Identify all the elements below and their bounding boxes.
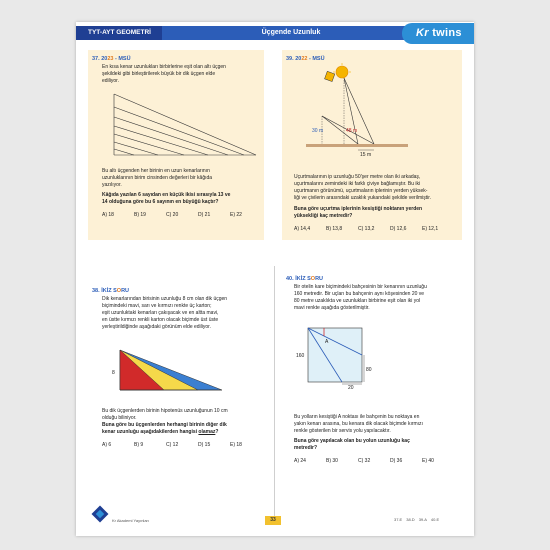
question-40-number: 40. İKİZ SORU: [286, 276, 324, 282]
option-a[interactable]: A) 14,4: [294, 226, 311, 232]
column-divider: [274, 266, 275, 516]
option-c[interactable]: C) 32: [358, 458, 371, 464]
question-40-body: Bu yolların kesiştiği A noktası ile bahçenin bu noktaya en yakın kenarı arasına, bu kenara dik olacak biçimde kırmızı renkle gösterilen bir servis yolu yapılacaktır.: [294, 414, 423, 434]
answer-39: 39.A: [418, 517, 427, 522]
option-c[interactable]: C) 13,2: [358, 226, 375, 232]
label-48m: 48 m: [346, 128, 358, 134]
option-a[interactable]: A) 6: [102, 442, 112, 448]
label-a: A: [325, 339, 329, 345]
question-37-number: 37. 2023 - MSÜ: [92, 56, 131, 62]
option-d[interactable]: D) 12,6: [390, 226, 407, 232]
option-d[interactable]: D) 15: [198, 442, 211, 448]
option-a[interactable]: A) 24: [294, 458, 306, 464]
sun-icon: [336, 66, 348, 78]
answer-38: 38.D: [406, 517, 415, 522]
question-37-body: Bu altı üçgenden her birinin en uzun kenarlarının uzunluklarının birim cinsinden değerleri bir kâğıda yazılıyor.: [102, 168, 213, 188]
question-38-question: Buna göre bu üçgenlerden herhangi birinin diğer dik kenar uzunluğu aşağıdakilerden hangisi olamaz?: [102, 422, 227, 435]
question-39-question: Buna göre uçurtma iplerinin kesiştiği noktanın yerden yüksekliği kaç metredir?: [294, 206, 423, 219]
brand-logo: Kr twins: [402, 23, 474, 44]
option-b[interactable]: B) 9: [134, 442, 144, 448]
option-b[interactable]: B) 30: [326, 458, 338, 464]
question-39-figure: [288, 64, 448, 158]
label-80: 80: [366, 367, 372, 373]
option-c[interactable]: C) 20: [166, 212, 179, 218]
question-40-figure: [294, 324, 384, 390]
topic-title: Üçgende Uzunluk: [162, 26, 420, 40]
label-30m: 30 m: [312, 128, 324, 134]
question-38-number: 38. İKİZ SORU: [92, 288, 130, 294]
option-b[interactable]: B) 19: [134, 212, 146, 218]
question-38-body: Bu dik üçgenlerden birinin hipotenüs uzunluğunun 10 cm olduğu biliniyor.: [102, 408, 228, 421]
page-number: 33: [265, 516, 281, 525]
option-d[interactable]: D) 36: [390, 458, 403, 464]
question-39-body: Uçurtmalarının ip uzunluğu 50'şer metre olan iki arkadaş, uçurtmalarını zemindeki iki farklı çiviye bağlamıştır. Bu iki uçurtmanın görünümü, uçurtmaların iplerinin yerden yüksek- liği ve çivilerin arasındaki uzaklık yukarıdaki şekilde verilmiştir.: [294, 174, 431, 201]
question-37-figure: [112, 92, 262, 158]
question-38-figure: [112, 346, 230, 396]
label-160: 160: [296, 353, 305, 359]
course-label: TYT-AYT GEOMETRİ: [76, 26, 162, 40]
question-39-options: [294, 226, 454, 232]
option-e[interactable]: E) 40: [422, 458, 434, 464]
label-20: 20: [348, 385, 354, 391]
option-d[interactable]: D) 21: [198, 212, 211, 218]
question-40-intro: Bir otelin kare biçimindeki bahçesinin bir kenarının uzunluğu 160 metredir. Bir uçları bu bahçenin aynı köşesinden 20 ve 80 metre uzaklıkta ve uzunlukları birbirine eşit olan iki yol mavi renkte aşağıda gösterilmiştir.: [294, 284, 427, 311]
question-40-options: [294, 458, 454, 464]
kite-left-icon: [325, 71, 335, 81]
option-b[interactable]: B) 13,8: [326, 226, 343, 232]
publisher-name: Kr Akademi Yayınları: [112, 518, 149, 523]
option-e[interactable]: E) 22: [230, 212, 242, 218]
question-40-question: Buna göre yapılacak olan bu yolun uzunluğu kaç metredir?: [294, 438, 410, 451]
option-a[interactable]: A) 18: [102, 212, 114, 218]
page: [76, 22, 474, 536]
ground: [306, 144, 408, 147]
option-e[interactable]: E) 18: [230, 442, 242, 448]
label-8: 8: [112, 370, 115, 376]
option-c[interactable]: C) 12: [166, 442, 179, 448]
garden-square: [308, 328, 362, 382]
label-15m: 15 m: [360, 152, 372, 158]
question-39-number: 39. 2022 - MSÜ: [286, 56, 325, 62]
question-37-question: Kâğıda yazılan 6 sayıdan en küçük ikisi sırasıyla 13 ve 14 olduğuna göre bu 6 sayının en büyüğü kaçtır?: [102, 192, 231, 205]
answer-37: 37.E: [394, 517, 403, 522]
option-e[interactable]: E) 12,1: [422, 226, 439, 232]
question-38-intro: Dik kenarlarından birisinin uzunluğu 8 cm olan dik üçgen biçimindeki mavi, sarı ve kırmızı renkte üç karton; eşit uzunluktaki kenarları çakışacak ve en altta mavi, en üstte kırmızı renkli karton olacak biçimde üst üste yerleştirildiğinde aşağıdaki görünüm elde ediliyor.: [102, 296, 228, 330]
question-38-options: [102, 442, 262, 448]
question-37-intro: En kısa kenar uzunlukları birbirlerine eşit olan altı üçgen şekildeki gibi birleştirilerek büyük bir dik üçgen elde ediliyor.: [102, 64, 226, 84]
answer-key: [394, 517, 443, 522]
answer-40: 40.E: [430, 517, 440, 522]
question-37-options: [102, 212, 262, 218]
header: [76, 22, 474, 46]
publisher-logo-icon: [92, 506, 108, 522]
